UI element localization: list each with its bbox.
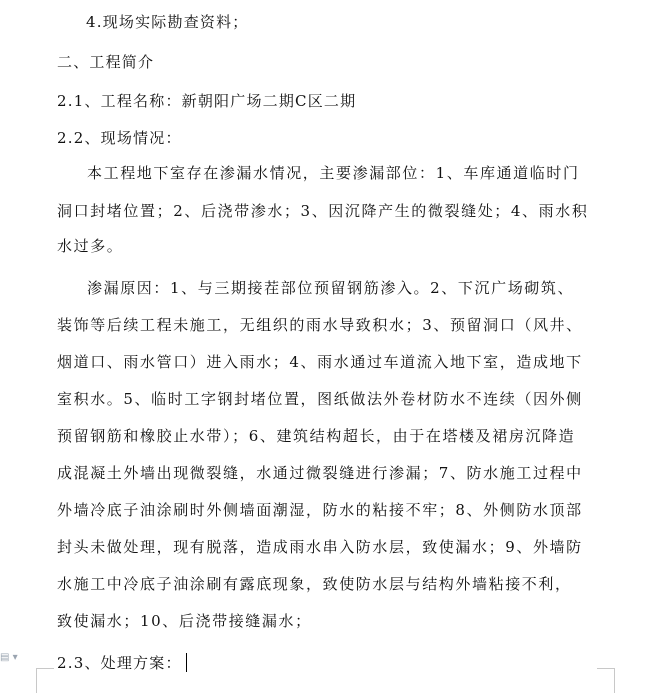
item-treatment-plan[interactable] xyxy=(57,653,187,673)
paragraph-line: 烟道口、雨水管口）进入雨水；4、雨水通过车道流入地下室，造成地下 xyxy=(57,353,583,371)
item-project-name: 2.1、工程名称：新朝阳广场二期C区二期 xyxy=(57,92,357,110)
paragraph-line: 成混凝土外墙出现微裂缝，水通过微裂缝进行渗漏；7、防水施工过程中 xyxy=(57,464,583,482)
paragraph-line: 致使漏水；10、后浇带接缝漏水； xyxy=(57,612,312,630)
crop-mark-right-h xyxy=(597,668,615,669)
crop-mark-left xyxy=(36,668,37,693)
paragraph-line: 水施工中冷底子油涂刷有露底现象，致使防水层与结构外墙粘接不利， xyxy=(57,575,572,593)
item-site-situation: 2.2、现场情况： xyxy=(57,129,182,147)
paragraph-line: 洞口封堵位置；2、后浇带渗水；3、因沉降产生的微裂缝处；4、雨水积 xyxy=(57,202,589,220)
text-cursor xyxy=(186,653,188,672)
section-title-project-overview: 二、工程简介 xyxy=(57,53,155,71)
paragraph-line: 装饰等后续工程未施工，无组织的雨水导致积水；3、预留洞口（风井、 xyxy=(57,316,583,334)
paragraph-line: 封头未做处理，现有脱落，造成雨水串入防水层，致使漏水；9、外墙防 xyxy=(57,538,583,556)
crop-mark-right xyxy=(614,668,615,693)
paragraph-line: 渗漏原因：1、与三期接茬部位预留钢筋渗入。2、下沉广场砌筑、 xyxy=(87,279,575,297)
paragraph-line: 本工程地下室存在渗漏水情况，主要渗漏部位：1、车库通道临时门 xyxy=(87,164,580,182)
paragraph-options-icon[interactable]: ▤ ▾ xyxy=(0,652,18,663)
crop-mark-left-h xyxy=(36,668,54,669)
paragraph-line: 预留钢筋和橡胶止水带）；6、建筑结构超长，由于在塔楼及裙房沉降造 xyxy=(57,427,576,445)
item-treatment-plan-label: 2.3、处理方案： xyxy=(57,654,182,672)
paragraph-line: 外墙冷底子油涂刷时外侧墙面潮湿，防水的粘接不牢；8、外侧防水顶部 xyxy=(57,501,583,519)
paragraph-line: 室积水。5、临时工字钢封堵位置，图纸做法外卷材防水不连续（因外侧 xyxy=(57,390,583,408)
paragraph-line: 水过多。 xyxy=(57,237,124,255)
list-item-4: 4.现场实际勘查资料； xyxy=(86,13,249,31)
